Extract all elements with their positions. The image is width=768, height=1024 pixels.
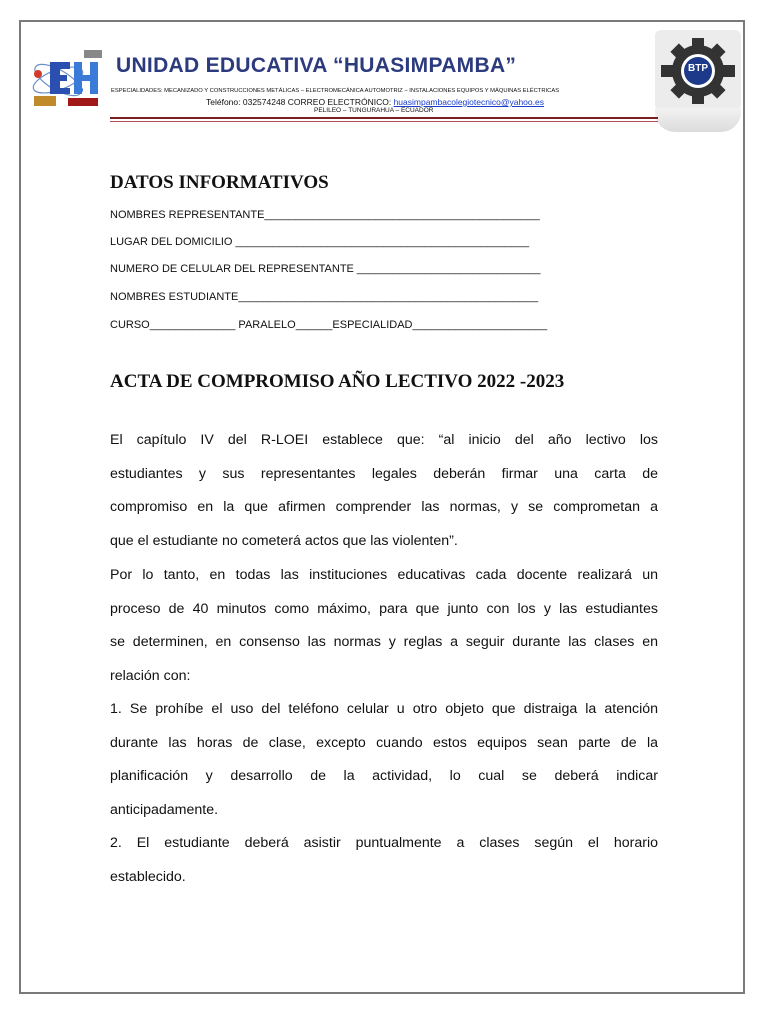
text-line: Por lo tanto, en todas las instituciones educativas cada docente realizará un	[110, 567, 658, 583]
acta-heading: ACTA DE COMPROMISO AÑO LECTIVO 2022 -2023	[110, 371, 565, 392]
field-lugar-domicilio: LUGAR DEL DOMICILIO ________________________________________________	[110, 236, 530, 248]
paragraph-rloei	[110, 424, 658, 558]
text-line: compromiso en la que afirmen comprender las normas, y se comprometan a	[110, 499, 658, 516]
school-name: UNIDAD EDUCATIVA “HUASIMPAMBA”	[116, 54, 517, 77]
text-line: durante las horas de clase, excepto cuando estos equipos sean parte de la	[110, 734, 658, 751]
header-divider	[110, 117, 658, 119]
text-line: se determinen, en consenso las normas y reglas a seguir durante las clases en	[110, 634, 658, 651]
school-logo-icon	[28, 44, 114, 110]
paragraph-rule-2	[110, 827, 658, 894]
especialidades-line: ESPECIALIDADES: MECANIZADO Y CONSTRUCCIONES METÁLICAS – ELECTROMECÁNICA AUTOMOTRIZ – INSTALACIONES EQUIPOS Y MÁQUINAS ELÉCTRICAS	[111, 88, 560, 94]
header-divider-thin	[110, 121, 658, 122]
telefono-label: Teléfono: 032574248 CORREO ELECTRÓNICO:	[206, 97, 392, 107]
field-celular-representante: NUMERO DE CELULAR DEL REPRESENTANTE ______________________________	[110, 263, 541, 275]
text-line: anticipadamente.	[110, 801, 219, 818]
text-line: relación con:	[110, 667, 191, 684]
btp-logo-text: BTP	[688, 63, 708, 74]
location-line: PELILEO – TUNGURAHUA – ECUADOR	[314, 107, 434, 114]
text-line: estudiantes y sus representantes legales deberán firmar una carta de	[110, 465, 658, 482]
contact-line	[206, 97, 544, 107]
text-line: planificación y desarrollo de la actividad, lo cual se deberá indicar	[110, 768, 658, 785]
email-link[interactable]: huasimpambacolegiotecnico@yahoo.es	[393, 97, 544, 107]
text-line: 1. Se prohíbe el uso del teléfono celular u otro objeto que distraiga la atención	[110, 701, 658, 717]
text-line: El capítulo IV del R-LOEI establece que: “al inicio del año lectivo los	[110, 432, 658, 448]
datos-heading: DATOS INFORMATIVOS	[110, 172, 329, 193]
paragraph-rule-1	[110, 693, 658, 827]
text-line: que el estudiante no cometerá actos que las violenten”.	[110, 532, 458, 549]
text-line: establecido.	[110, 868, 186, 885]
paragraph-por-lo-tanto	[110, 559, 658, 693]
text-line: proceso de 40 minutos como máximo, para que junto con los y las estudiantes	[110, 600, 658, 617]
btp-logo-base	[655, 108, 741, 132]
field-nombres-estudiante: NOMBRES ESTUDIANTE_________________________________________________	[110, 291, 539, 303]
field-curso-paralelo-especialidad: CURSO______________ PARALELO______ESPECIALIDAD______________________	[110, 319, 548, 331]
field-nombres-representante: NOMBRES REPRESENTANTE_____________________________________________	[110, 209, 540, 221]
text-line: 2. El estudiante deberá asistir puntualmente a clases según el horario	[110, 835, 658, 851]
